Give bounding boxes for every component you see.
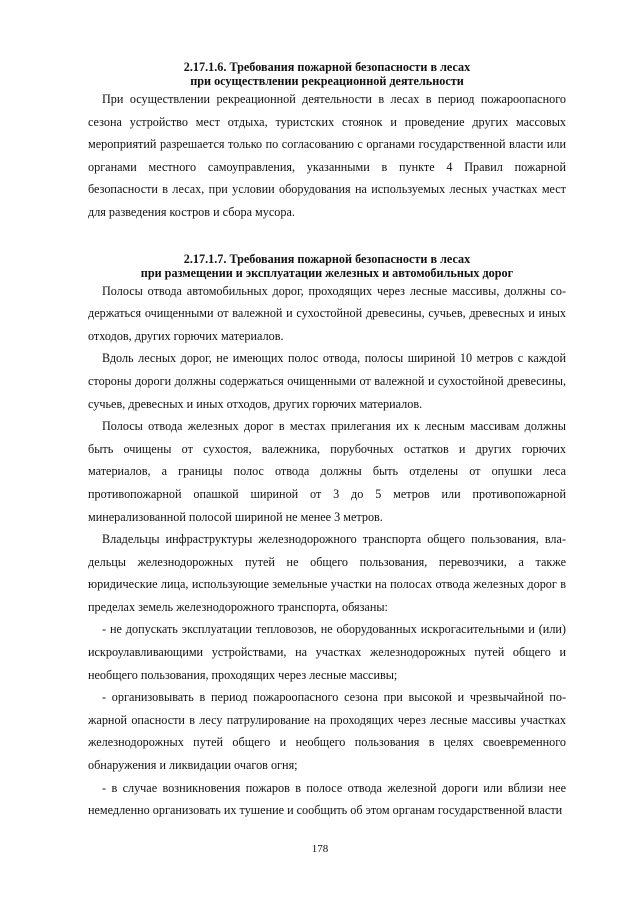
paragraph: При осуществлении рекреационной деятельности в лесах в период пожароопасного сезона устройство мест отдыха, туристских стоянок и проведение других массовых мероприятий разрешается только по согласованию с органами государственной власти или органами местного самоуправления, указанными в пункте 4 Правил пожарной безопасности в лесах, при условии оборудования на используемых лесных участках мест для разведения костров и сбора мусора. [88, 92, 566, 219]
heading-line-1: 2.17.1.6. Требования пожарной безопасности в лесах [183, 60, 471, 74]
list-item-paragraph: - в случае возникновения пожаров в полосе отвода железной дороги или вблизи нее немедленно организовать их тушение и сообщить об этом органам государственной власти [88, 780, 566, 818]
section-spacer [88, 224, 566, 252]
paragraph: Полосы отвода железных дорог в местах прилегания их к лесным массивам должны быть очищены от сухостоя, валежника, порубочных остатков и других горючих материалов, а границы полос отвода должны быть отделены от опушки леса противопожарной опашкой шириной от 3 до 5 метров или противопожарной минерализованной полосой шириной не менее 3 метров. [88, 419, 566, 524]
list-item-paragraph: - не допускать эксплуатации тепловозов, не оборудованных искрогасительными и (или) искроулавливающими устройствами, на участках железнодорожных путей общего и необщего пользования, проходящих через лесные массивы; [88, 622, 566, 682]
heading-line-2: при осуществлении рекреационной деятельности [190, 74, 464, 88]
paragraph: Вдоль лесных дорог, не имеющих полос отвода, полосы шириной 10 метров с каждой стороны дороги должны содержаться очищенными от валежной и сухостойной древесины, сучьев, древесных и иных отходов, других горючих материалов. [88, 351, 566, 411]
document-page [88, 60, 566, 822]
list-item-paragraph: - организовывать в период пожароопасного сезона при высокой и чрезвычайной пожарной опасности в лесу патрулирование на проходящих через лесные массивы участках железнодорожных путей общего и необщего пользования в целях своевременного обнаружения и ликвидации очагов огня; [88, 690, 566, 773]
section-2-17-1-7 [88, 252, 566, 822]
heading-line-2: при размещении и эксплуатации железных и автомобильных дорог [140, 265, 514, 280]
page-number: 178 [311, 843, 329, 855]
heading-line-1: 2.17.1.7. Требования пожарной безопасности в лесах [183, 251, 471, 266]
section-heading [88, 60, 566, 88]
paragraph: Владельцы инфраструктуры железнодорожного транспорта общего пользования, владельцы железнодорожных путей не общего пользования, перевозчики, а также юридические лица, использующие земельные участки на полосах отвода железных дорог в пределах земель железнодорожного транспорта, обязаны: [88, 532, 566, 614]
section-2-17-1-6 [88, 60, 566, 224]
paragraph: Полосы отвода автомобильных дорог, проходящих через лесные массивы, должны содержаться очищенными от валежной и сухостойной древесины, сучьев, древесных и иных отходов, других горючих материалов. [88, 283, 566, 343]
section-heading [88, 252, 566, 280]
